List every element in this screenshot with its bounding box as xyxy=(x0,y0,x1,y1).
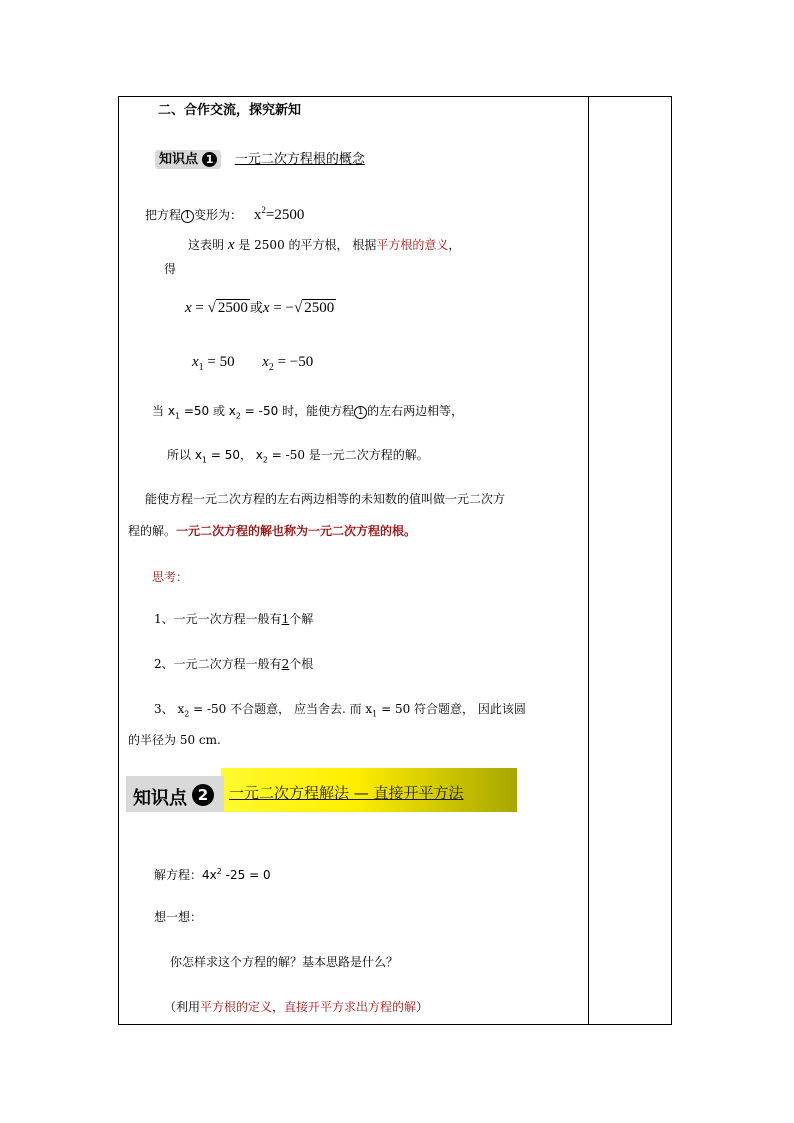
solve-equation: 解方程：$4x^2$ -25 = 0 xyxy=(154,867,271,882)
kp2-tag: 知识点 xyxy=(133,788,187,809)
sqrt-meaning-term: 平方根的意义 xyxy=(376,238,449,252)
column-divider xyxy=(588,96,589,1025)
think-question-3-cont: 的半径为 50 cm. xyxy=(128,733,221,747)
roots-equation: x = √ 2500 或x = −√ 2500 xyxy=(185,300,335,316)
kp2-number-icon: 2 xyxy=(192,784,214,806)
kp1-tag: 知识点 1 xyxy=(155,150,221,169)
section-heading: 二、合作交流，探究新知 xyxy=(158,103,302,118)
transform-line: 把方程 1 变形为： $x^2=2500$ xyxy=(145,205,305,223)
de-text: 得 xyxy=(164,262,177,276)
roots-values: $x_1 = 50$ $x_2 = -50$ xyxy=(192,354,314,373)
think-question-3: 3、 $x_2 = -50$ 不合题意， 应当舍去. 而 $x_1 = 50$ 符合题意， 因此该圆 xyxy=(154,702,526,719)
definition-line-1: 能使方程一元二次方程的左右两边相等的未知数的值叫做一元二次方 xyxy=(145,492,506,506)
sqrt-symbol-icon: √ xyxy=(293,300,303,316)
knowledge-point-1 xyxy=(155,152,365,168)
solve-hint: （利用平方根的定义，直接开平方求出方程的解） xyxy=(164,1000,429,1014)
solve-question: 你怎样求这个方程的解？基本思路是什么？ xyxy=(170,955,399,969)
circled-one-icon: 1 xyxy=(354,406,367,419)
think-question-2: 2、一元二次方程一般有2个根 xyxy=(154,657,314,671)
kp1-title: 一元二次方程根的概念 xyxy=(234,152,365,167)
when-line: 当 $x_1 =50$ 或 $x_2 = -50$ 时，能使方程 1 的左右两边相等， xyxy=(152,404,464,421)
kp1-number-icon: 1 xyxy=(202,152,217,167)
think-label: 思考： xyxy=(152,570,189,584)
sqrt-symbol-icon: √ xyxy=(207,300,216,316)
so-line: 所以 $x_1 = 50$， $x_2 = -50$ 是一元二次方程的解。 xyxy=(167,448,429,465)
kp2-title: 一元二次方程解法 — 直接开平方法 xyxy=(229,784,464,802)
think-question-1: 1、一元一次方程一般有1个解 xyxy=(154,612,314,626)
circled-one-icon: 1 xyxy=(181,210,194,223)
think-again-label: 想一想： xyxy=(154,910,203,924)
definition-line-2: 程的解。一元二次方程的解也称为一元二次方程的根。 xyxy=(128,524,417,538)
definition-highlight: 一元二次方程的解也称为一元二次方程的根。 xyxy=(176,524,417,538)
meaning-line: 这表明 x 是 2500 的平方根， 根据平方根的意义， xyxy=(188,237,461,253)
